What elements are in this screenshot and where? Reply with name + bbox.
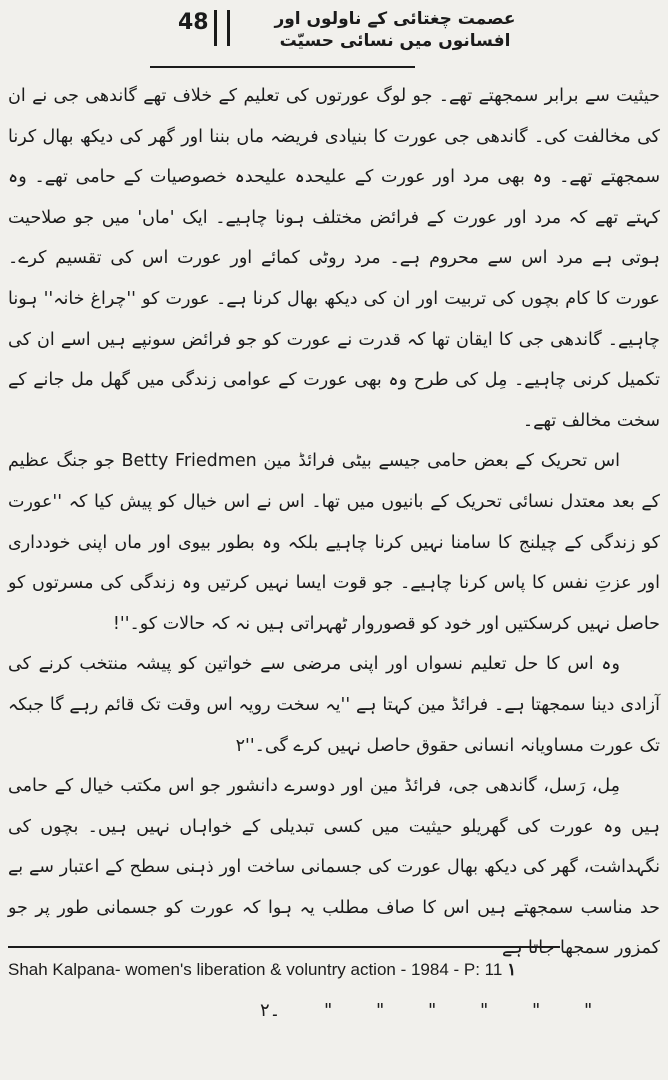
paragraph-2: اس تحریک کے بعض حامی جیسے بیٹی فرائڈ مین Betty Friedmen جو جنگ عظیم کے بعد معتدل نسائی تحریک کے بانیوں میں تھا۔ اس نے اس خیال کو پیش کیا کہ ''عورت کو زندگی کے چیلنج کا سامنا نہیں کرنا چاہیے بلکہ وہ بطور بیوی اور ماں اپنی خودداری اور عزتِ نفس کا پاس کرنا چاہیے۔ جو قوت ایسا نہیں کرتیں وہ زندگی کی مسرتوں کو حاصل نہیں کرسکتیں اور خود کو قصوروار ٹھہراتی ہیں نہ کہ حالات کو۔''! — [8, 451, 660, 634]
running-title-line-2: افسانوں میں نسائی حسیّت — [279, 31, 511, 51]
paragraph-3: وہ اس کا حل تعلیم نسواں اور اپنی مرضی سے خواتین کو پیشہ منتخب کرنے کی آزادی دینا سمجھتا ہے۔ فرائڈ مین کہتا ہے ''یہ سخت رویہ اس وقت تک قائم رہے گا جبکہ تک عورت مساویانہ انسانی حقوق حاصل نہیں کرے گی۔''۲ — [8, 654, 660, 756]
paragraph-1: حیثیت سے برابر سمجھتے تھے۔ جو لوگ عورتوں کی تعلیم کے خلاف تھے گاندھی جی نے ان کی مخالفت کی۔ گاندھی جی عورت کا بنیادی فریضہ ماں بننا اور گھر کی دیکھ بھال کرنا سمجھتے تھے۔ وہ بھی مرد اور عورت کے علیحدہ علیحدہ خصوصیات کے حامی تھے۔ وہ کہتے تھے کہ مرد اور عورت کے فرائض مختلف ہونا چاہیے۔ ایک 'ماں' میں جو صلاحیت ہوتی ہے مرد اس سے محروم ہے۔ مرد روٹی کمائے اور عورت اس کی تقسیم کرے۔ عورت کا کام بچوں کی تربیت اور ان کی دیکھ بھال کرنا ہے۔ عورت کو ''چراغ خانہ'' ہونا چاہیے۔ گاندھی جی کا ایقان تھا کہ قدرت نے عورت کو جو فرائض سونپے ہیں اسے ان کی تکمیل کرنی چاہیے۔ مِل کی طرح وہ بھی عورت کے عوامی زندگی میں گھل مل جانے کے سخت مخالف تھے۔ — [8, 86, 660, 431]
header-rule — [150, 66, 415, 68]
footnote-rule — [8, 946, 560, 948]
running-title-line-1: عصمت چغتائی کے ناولوں اور — [274, 9, 516, 29]
page-number: 48 — [178, 10, 209, 35]
paragraph-4: مِل، رَسل، گاندھی جی، فرائڈ مین اور دوسرے دانشور جو اس مکتب خیال کے حامی ہیں وہ عورت کی گھریلو حیثیت میں کسی تبدیلی کے خواہاں نہیں ہیں۔ بچوں کی نگہداشت، گھر کی دیکھ بھال عورت کی جسمانی ساخت اور ذہنی سطح کے اعتبار سے بے حد مناسب سمجھتے ہیں اس کا صاف مطلب یہ ہوا کہ عورت کو جسمانی طور پر جو کمزور سمجھا جاتا ہے — [8, 776, 660, 959]
page-header — [150, 6, 550, 68]
body-text — [8, 76, 660, 959]
footnote-2: ۲۔ " " " " " " — [260, 1000, 593, 1021]
footnote-1 — [8, 960, 583, 980]
footnote-1-marker: ۱ — [507, 960, 517, 979]
running-title — [240, 8, 550, 52]
footnote-1-text: Shah Kalpana- women's liberation & voluntry action - 1984 - P: 11 — [8, 960, 503, 979]
header-divider-bars — [214, 10, 230, 46]
